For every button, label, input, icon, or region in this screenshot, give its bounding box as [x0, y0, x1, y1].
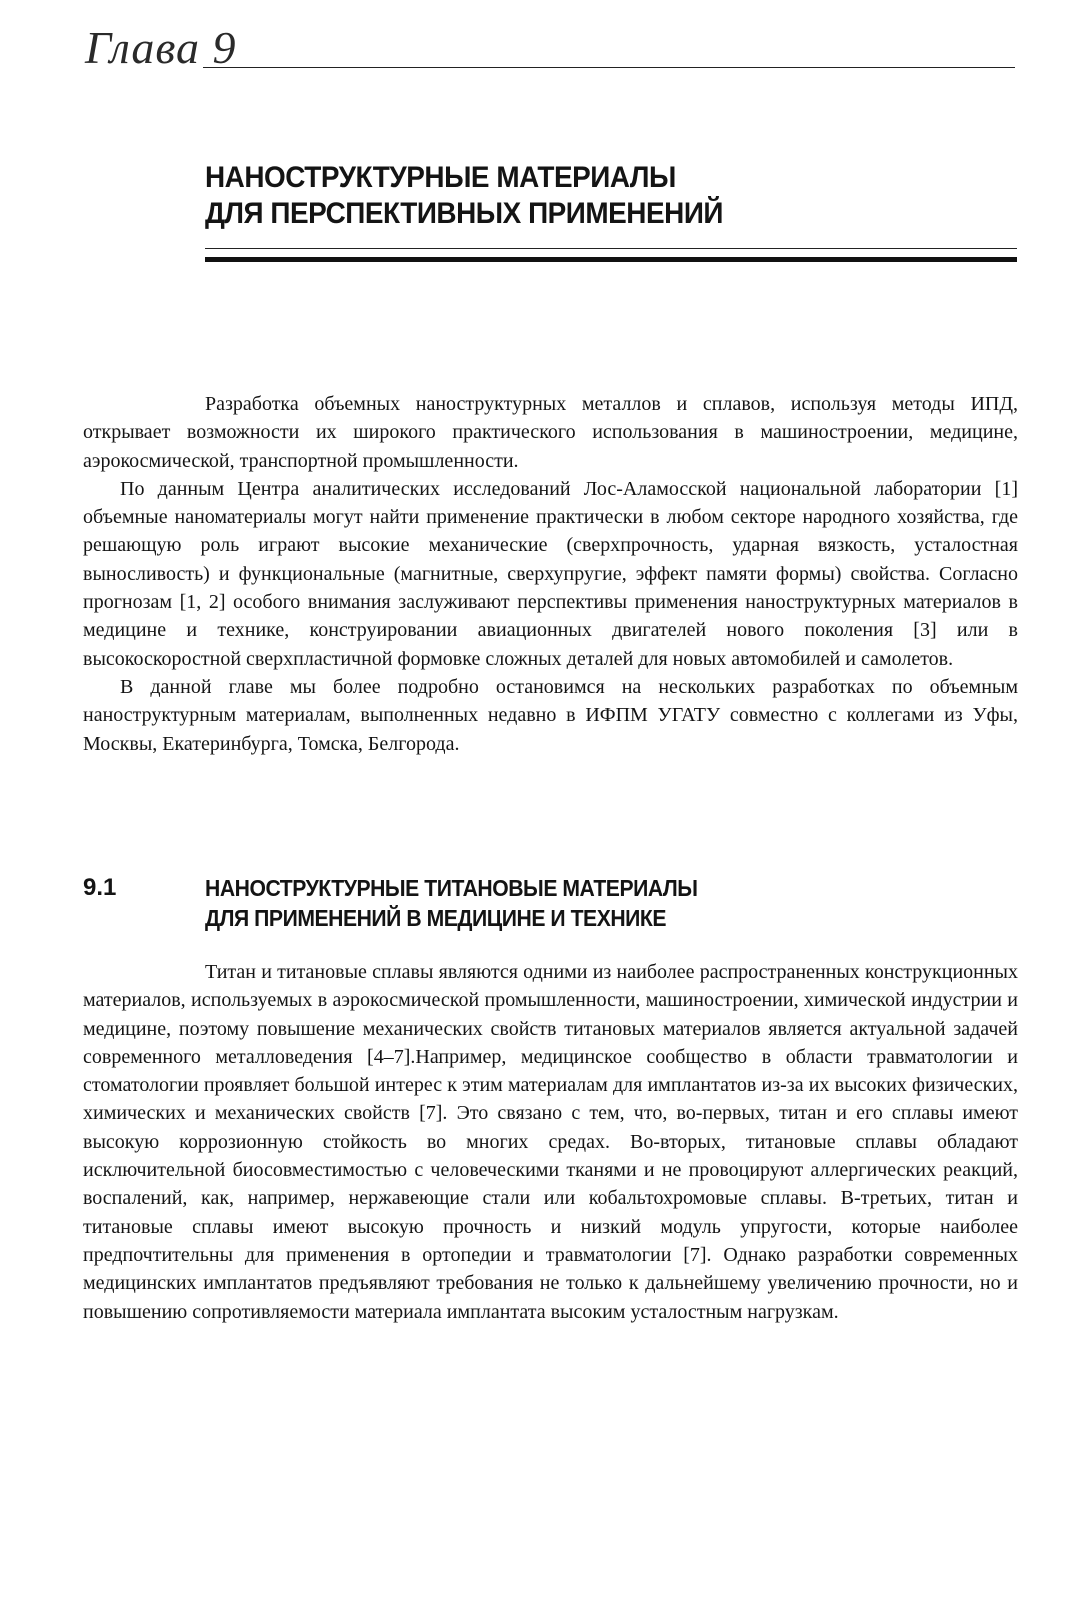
section-title-line: ДЛЯ ПРИМЕНЕНИЙ В МЕДИЦИНЕ И ТЕХНИКЕ — [205, 905, 667, 931]
section-text — [83, 958, 1018, 1326]
chapter-title-line: ДЛЯ ПЕРСПЕКТИВНЫХ ПРИМЕНЕНИЙ — [205, 197, 723, 230]
title-rule-thin — [205, 248, 1017, 249]
intro-text — [83, 390, 1018, 758]
section-number: 9.1 — [83, 874, 117, 901]
chapter-label: Глава 9 — [85, 22, 237, 73]
chapter-title — [205, 160, 949, 232]
running-head-rule — [203, 67, 1015, 68]
running-head — [85, 24, 1015, 72]
section-title-line: НАНОСТРУКТУРНЫЕ ТИТАНОВЫЕ МАТЕРИАЛЫ — [205, 875, 698, 901]
paragraph: В данной главе мы более подробно остановимся на нескольких разработках по объемным наноструктурным материалам, выполненных недавно в ИФПМ УГАТУ совместно с коллегами из Уфы, Москвы, Екатеринбурга, Томска, Белгорода. — [83, 675, 1018, 755]
paragraph: По данным Центра аналитических исследований Лос-Аламосской национальной лаборатории [1] объемные наноматериалы могут найти применение практически в любом секторе народного хозяйства, где решающую роль играют высокие механические (сверхпрочность, ударная вязкость, усталостная выносливость) и функциональные (магнитные, сверхупругие, эффект памяти формы) свойства. Согласно прогнозам [1, 2] особого внимания заслуживают перспективы применения наноструктурных материалов в медицине и технике, конструировании авиационных двигателей нового поколения [3] или в высокоскоростной сверхпластичной формовке сложных деталей для новых автомобилей и самолетов. — [83, 477, 1018, 670]
title-rule-thick — [205, 257, 1017, 262]
chapter-title-line: НАНОСТРУКТУРНЫЕ МАТЕРИАЛЫ — [205, 161, 676, 194]
paragraph: Титан и титановые сплавы являются одними из наиболее распространенных конструкционных материалов, используемых в аэрокосмической промышленности, машиностроении, химической индустрии и медицине, поэтому повышение механических свойств титановых материалов является актуальной задачей современного металловедения [4–7].Например, медицинское сообщество в области травматологии и стоматологии проявляет большой интерес к этим материалам для имплантатов из-за их высоких физических, химических и механических свойств [7]. Это связано с тем, что, во-первых, титан и его сплавы имеют высокую коррозионную стойкость во многих средах. Во-вторых, титановые сплавы обладают исключительной биосовместимостью с человеческими тканями и не провоцируют аллергических реакций, воспалений, как, например, нержавеющие стали или кобальтохромовые сплавы. В-третьих, титан и титановые сплавы имеют высокую прочность и низкий модуль упругости, которые наиболее предпочтительны для применения в ортопедии и травматологии [7]. Однако разработки современных медицинских имплантатов предъявляют требования не только к дальнейшему увеличению прочности, но и повышению сопротивляемости материала имплантата высоким усталостным нагрузкам. — [83, 961, 1018, 1323]
section-title — [205, 873, 941, 933]
paragraph: Разработка объемных наноструктурных металлов и сплавов, используя методы ИПД, открывает возможности их широкого практического использования в машиностроении, медицине, аэрокосмической, транспортной промышленности. — [83, 393, 1018, 472]
